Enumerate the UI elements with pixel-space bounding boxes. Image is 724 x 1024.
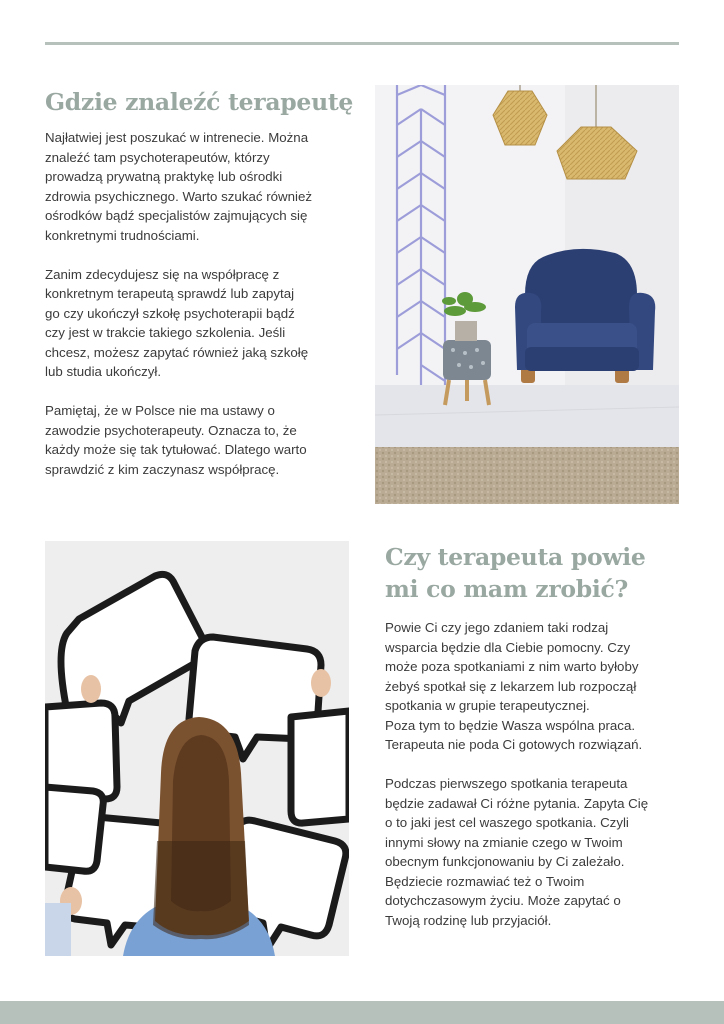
text-line: każdy może się tak tytułować. Dlatego warto: [45, 442, 307, 457]
will-therapist-tell-me-text: [385, 618, 685, 930]
text-line: Zanim zdecydujesz się na współpracę z: [45, 266, 280, 282]
text-line: lub studia ukończył.: [45, 364, 162, 379]
text-line: konkretnym terapeutą sprawdź lub zapytaj: [45, 286, 295, 301]
text-line: będzie zadawał Ci różne pytania. Zapyta Cię: [385, 795, 649, 811]
text-line: Powie Ci czy jego zdaniem taki rodzaj: [385, 620, 609, 635]
text-line: prowadzą prywatną praktykę lub ośrodki: [45, 169, 283, 184]
text-line: wsparcia będzie dla Ciebie pomocny. Czy: [385, 639, 631, 655]
text-line: sprawdzić z kim zaczynasz współpracę.: [45, 461, 280, 477]
text-line: może poza spotkaniami z nim warto byłoby: [385, 659, 639, 674]
text-line: Twoją rodzinę lub przyjaciół.: [385, 912, 552, 928]
text-line: znaleźć tam psychoterapeutów, którzy: [45, 149, 270, 165]
text-line: Będziecie rozmawiać też o Twoim: [385, 873, 585, 889]
text-line: Najłatwiej jest poszukać w intrenecie. Można: [45, 130, 309, 145]
text-line: czy jest w trakcie takiego szkolenia. Jeśli: [45, 325, 286, 340]
find-therapist-text: [45, 128, 343, 479]
text-line: o to jaki jest cel waszego spotkania. Czyli: [385, 815, 629, 830]
text-line: Terapeuta nie poda Ci gotowych rozwiązań.: [385, 737, 643, 752]
paragraph: [45, 128, 343, 245]
bottom-footer-band: [0, 1001, 724, 1024]
paragraph: [45, 265, 343, 382]
heading-will-therapist-tell-me: Czy terapeuta powie mi co mam zrobić?: [385, 543, 646, 603]
text-line: Poza tym to będzie Wasza wspólna praca.: [385, 717, 636, 733]
paragraph: [45, 401, 343, 479]
paragraph: [385, 618, 685, 755]
text-line: spotkania w grupie terapeutycznej.: [385, 698, 590, 713]
text-line: go czy ukończył szkołę psychoterapii bądź: [45, 305, 295, 321]
text-line: Pamiętaj, że w Polsce nie ma ustawy o: [45, 403, 275, 418]
text-line: zdrowia psychicznego. Warto szukać również: [45, 188, 313, 204]
text-line: żebyś spotkał się z lekarzem lub rozpoczął: [385, 678, 637, 694]
text-line: konkretnymi trudnościami.: [45, 227, 200, 243]
armchair-room-illustration: [375, 85, 679, 504]
text-line: innymi słowy na zmianie czego w Twoim: [385, 834, 623, 850]
paragraph: [385, 774, 685, 930]
heading-find-therapist: Gdzie znaleźć terapeutę: [45, 88, 354, 116]
top-divider: [45, 42, 679, 45]
speech-bubbles-illustration: [45, 541, 349, 956]
text-line: ośrodków bądź specjalistów zajmujących się: [45, 208, 308, 223]
text-line: zawodzie psychoterapeuty. Oznacza to, że: [45, 422, 297, 438]
text-line: obecnym funkcjonowaniu by Ci zależało.: [385, 854, 625, 869]
text-line: dotychczasowym życiu. Może zapytać o: [385, 893, 621, 908]
text-line: Podczas pierwszego spotkania terapeuta: [385, 776, 628, 791]
speech-bubbles-photo: [45, 541, 349, 956]
text-line: chcesz, możesz zapytać również jaką szkołę: [45, 344, 309, 360]
armchair-room-photo: [375, 85, 679, 504]
